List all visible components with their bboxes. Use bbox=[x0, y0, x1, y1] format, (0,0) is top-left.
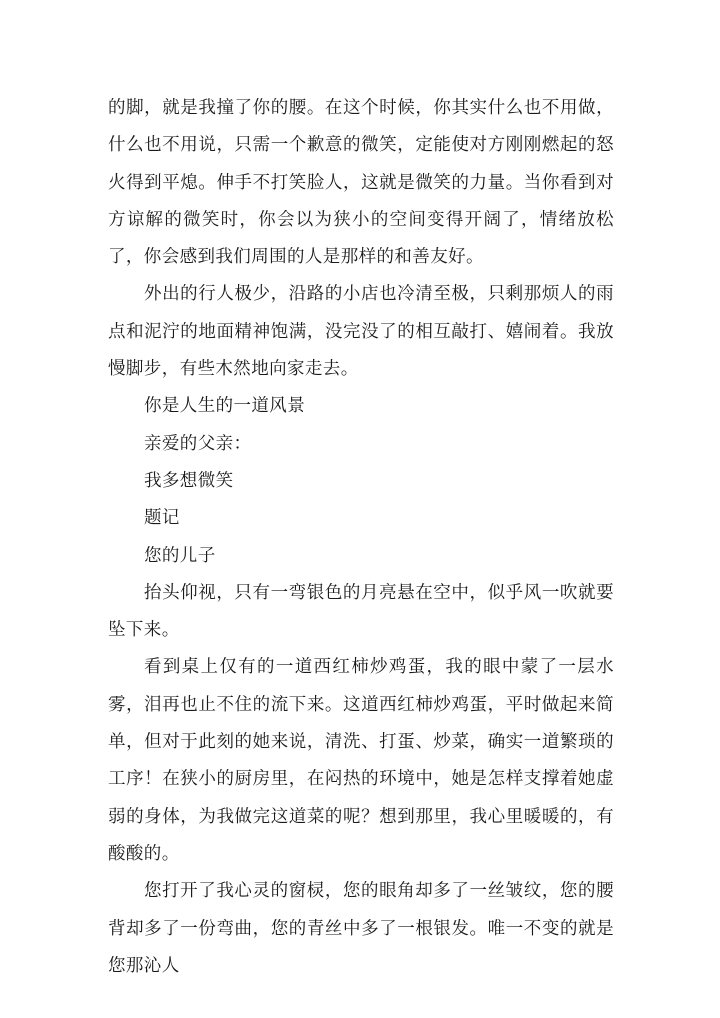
paragraph-5: 我多想微笑 bbox=[144, 470, 234, 491]
paragraph-7-signature: 您的儿子 bbox=[144, 545, 216, 566]
paragraph-8: 抬头仰视，只有一弯银色的月亮悬在空中，似乎风一吹就要坠下来。 bbox=[108, 582, 614, 641]
paragraph-4-salutation: 亲爱的父亲： bbox=[144, 433, 252, 454]
paragraph-1: 的脚，就是我撞了你的腰。在这个时候，你其实什么也不用做，什么也不用说，只需一个歉意的微笑，定能使对方刚刚燃起的怒火得到平熄。伸手不打笑脸人，这就是微笑的力量。当你看到对方谅解的微笑时，你会以为狭小的空间变得开阔了，情绪放松了，你会感到我们周围的人是那样的和善友好。 bbox=[108, 98, 614, 268]
paragraph-3-title: 你是人生的一道风景 bbox=[144, 396, 306, 417]
document-page bbox=[108, 90, 614, 985]
paragraph-10: 您打开了我心灵的窗棂，您的眼角却多了一丝皱纹，您的腰背却多了一份弯曲，您的青丝中多了一根银发。唯一不变的就是您那沁人 bbox=[108, 881, 614, 976]
paragraph-6-epigraph-label: 题记 bbox=[144, 508, 180, 529]
paragraph-9: 看到桌上仅有的一道西红柿炒鸡蛋，我的眼中蒙了一层水雾，泪再也止不住的流下来。这道西红柿炒鸡蛋，平时做起来简单，但对于此刻的她来说，清洗、打蛋、炒菜，确实一道繁琐的工序！在狭小的厨房里，在闷热的环境中，她是怎样支撑着她虚弱的身体，为我做完这道菜的呢？想到那里，我心里暖暖的，有酸酸的。 bbox=[108, 657, 614, 864]
paragraph-2: 外出的行人极少，沿路的小店也冷清至极，只剩那烦人的雨点和泥泞的地面精神饱满，没完没了的相互敲打、嬉闹着。我放慢脚步，有些木然地向家走去。 bbox=[108, 284, 614, 380]
